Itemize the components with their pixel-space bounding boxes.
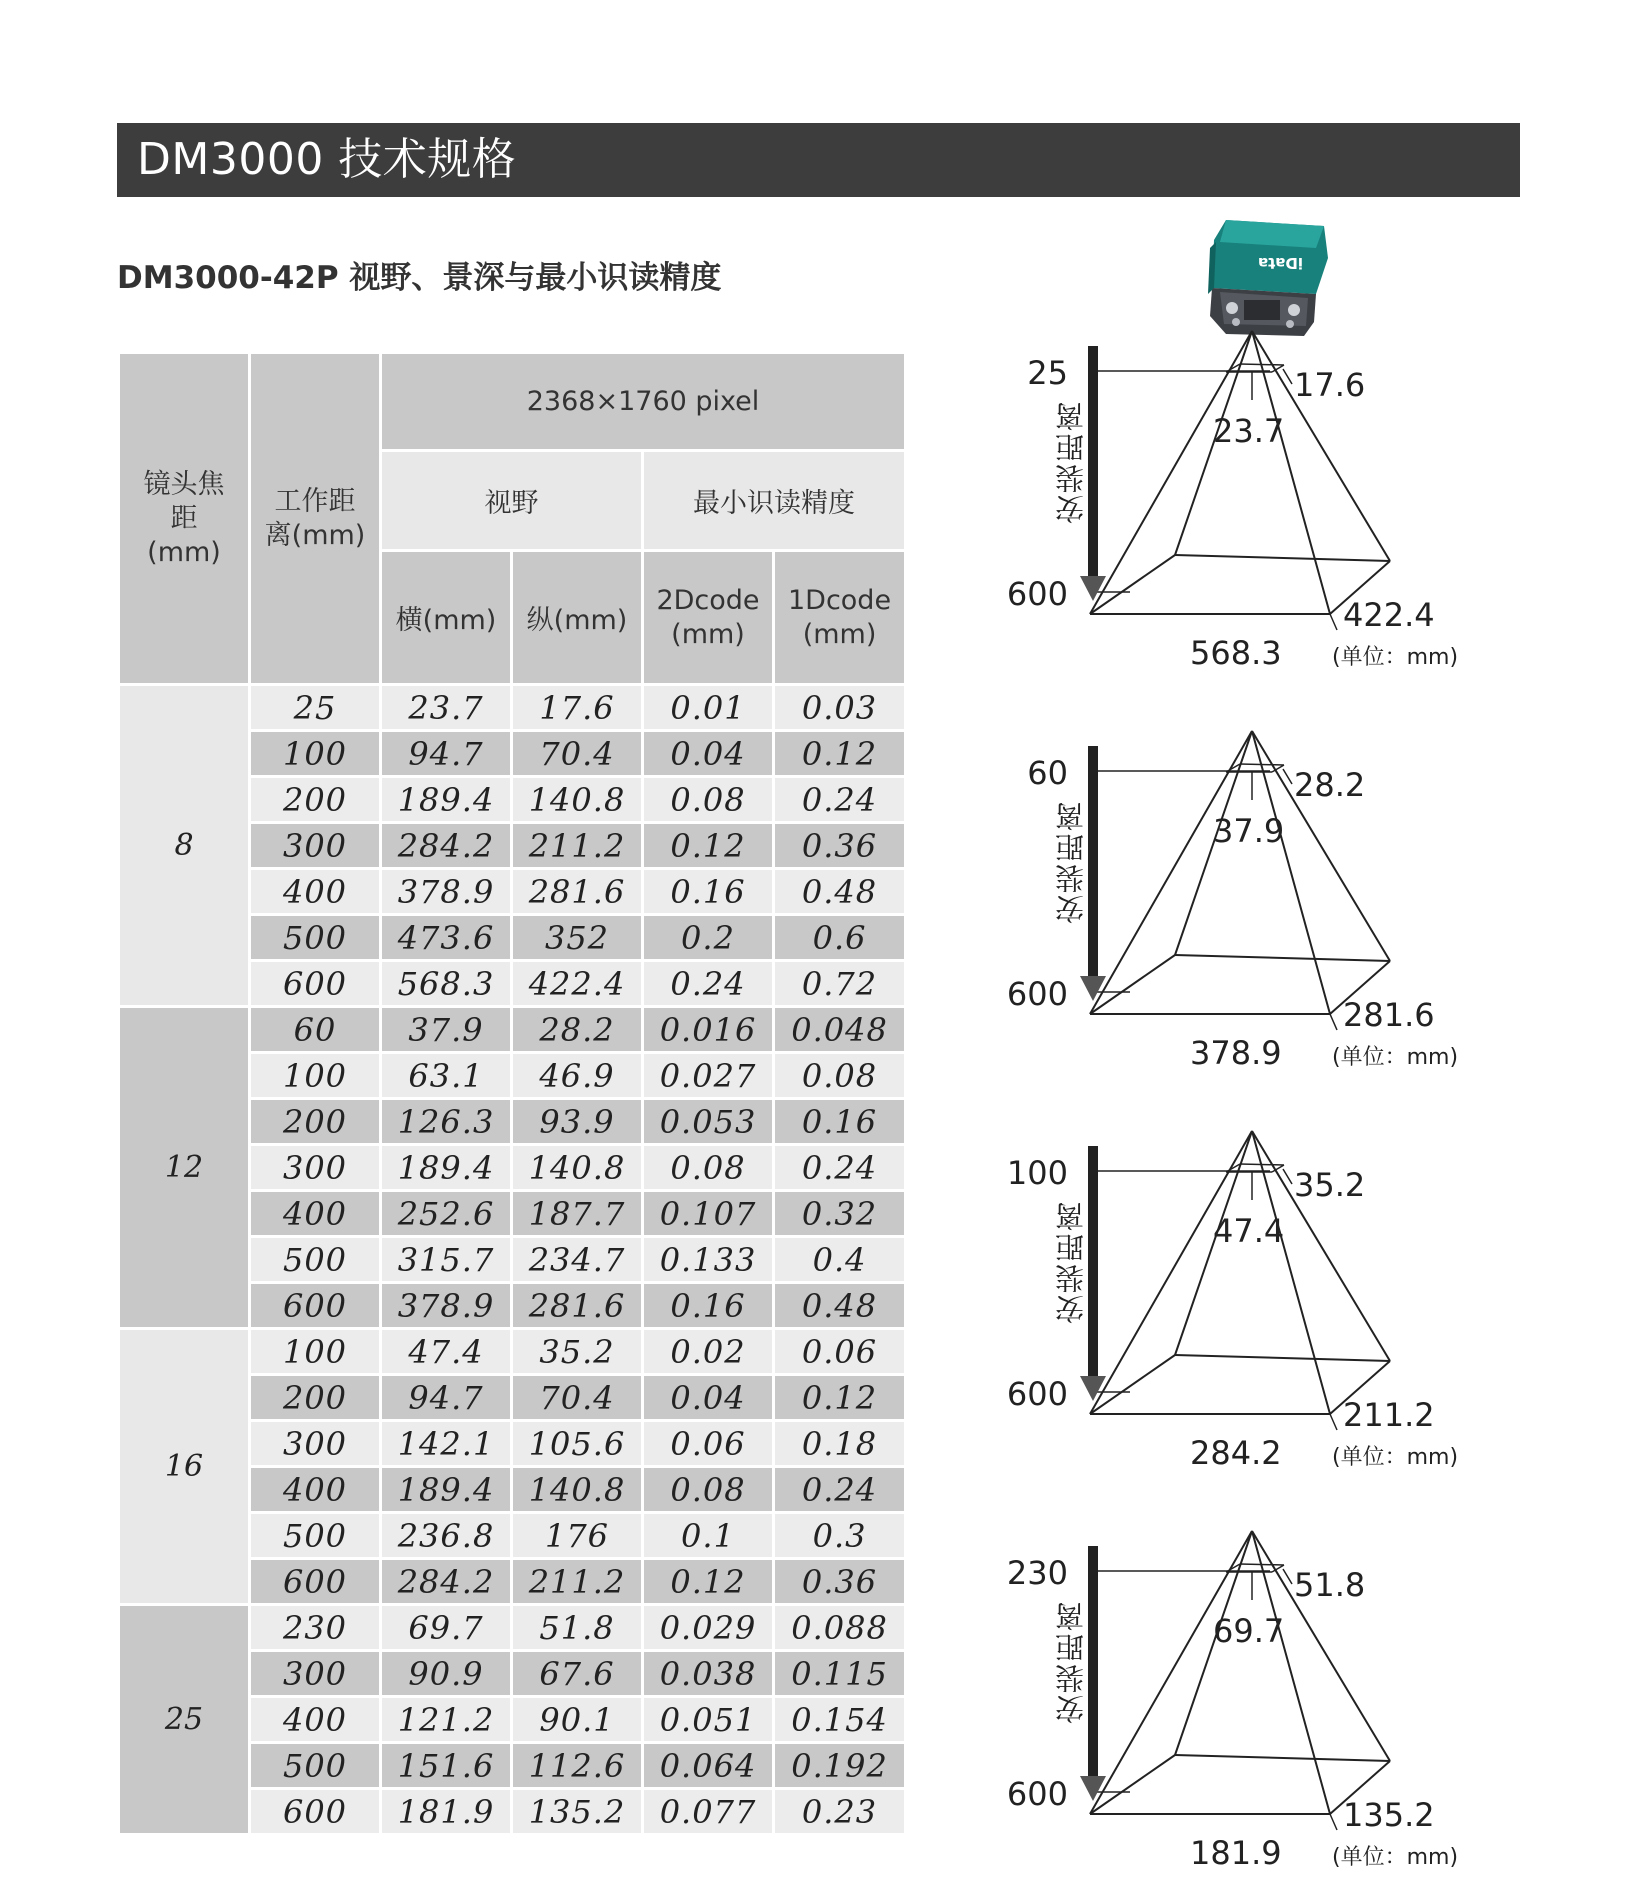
fov-v-cell: 281.6 <box>512 1283 643 1329</box>
near-v-label: 35.2 <box>1294 1166 1366 1204</box>
header-distance <box>250 353 381 685</box>
focal-length-cell: 8 <box>119 685 250 1007</box>
distance-cell: 400 <box>250 1191 381 1237</box>
fov-v-cell: 28.2 <box>512 1007 643 1053</box>
distance-cell: 200 <box>250 1375 381 1421</box>
fov-v-cell: 140.8 <box>512 777 643 823</box>
precision-2d-cell: 0.08 <box>643 1467 774 1513</box>
fov-diagram <box>1000 1518 1480 1881</box>
far-v-label: 211.2 <box>1343 1396 1435 1434</box>
pyramid-edge <box>1090 331 1252 614</box>
distance-cell: 100 <box>250 1329 381 1375</box>
fov-v-cell: 17.6 <box>512 685 643 731</box>
fov-h-cell: 23.7 <box>381 685 512 731</box>
distance-cell: 500 <box>250 1237 381 1283</box>
near-distance-label: 230 <box>1006 1554 1068 1592</box>
near-v-label: 28.2 <box>1294 766 1366 804</box>
pyramid-edge <box>1090 731 1252 1014</box>
precision-1d-cell: 0.12 <box>774 1375 906 1421</box>
fov-h-cell: 90.9 <box>381 1651 512 1697</box>
distance-axis-arrowhead <box>1080 1776 1106 1801</box>
near-h-label: 23.7 <box>1213 412 1285 450</box>
table-row <box>119 1329 906 1375</box>
precision-2d-cell: 0.027 <box>643 1053 774 1099</box>
precision-2d-cell: 0.04 <box>643 731 774 777</box>
fov-h-cell: 94.7 <box>381 731 512 777</box>
header-1d <box>774 551 906 685</box>
fov-h-cell: 284.2 <box>381 1559 512 1605</box>
fov-v-cell: 70.4 <box>512 731 643 777</box>
precision-1d-cell: 0.115 <box>774 1651 906 1697</box>
pyramid-edge <box>1175 555 1390 561</box>
far-h-label: 568.3 <box>1190 634 1282 672</box>
precision-1d-cell: 0.36 <box>774 1559 906 1605</box>
distance-cell: 100 <box>250 1053 381 1099</box>
fov-h-cell: 236.8 <box>381 1513 512 1559</box>
fov-h-cell: 151.6 <box>381 1743 512 1789</box>
fov-v-cell: 211.2 <box>512 823 643 869</box>
precision-1d-cell: 0.6 <box>774 915 906 961</box>
near-plane-edge <box>1240 1564 1284 1565</box>
pyramid-edge <box>1175 955 1390 961</box>
header-distance-line: 离(mm) <box>264 519 366 551</box>
precision-2d-cell: 0.12 <box>643 823 774 869</box>
fov-v-cell: 187.7 <box>512 1191 643 1237</box>
unit-label: (单位：mm) <box>1332 1045 1459 1070</box>
distance-axis-arrowhead <box>1080 1376 1106 1401</box>
unit-label: (单位：mm) <box>1332 645 1459 670</box>
precision-2d-cell: 0.029 <box>643 1605 774 1651</box>
precision-1d-cell: 0.4 <box>774 1237 906 1283</box>
distance-cell: 25 <box>250 685 381 731</box>
fov-v-cell: 211.2 <box>512 1559 643 1605</box>
header-fov: 视野 <box>381 451 643 551</box>
far-h-label: 284.2 <box>1190 1434 1282 1472</box>
precision-1d-cell: 0.32 <box>774 1191 906 1237</box>
precision-2d-cell: 0.01 <box>643 685 774 731</box>
precision-1d-cell: 0.72 <box>774 961 906 1007</box>
fov-h-cell: 284.2 <box>381 823 512 869</box>
distance-cell: 600 <box>250 1559 381 1605</box>
fov-v-cell: 140.8 <box>512 1145 643 1191</box>
far-v-label: 135.2 <box>1343 1796 1435 1834</box>
near-v-leader <box>1283 1169 1292 1184</box>
far-v-leader <box>1330 1414 1337 1430</box>
precision-1d-cell: 0.24 <box>774 1145 906 1191</box>
near-v-leader <box>1283 1569 1292 1584</box>
distance-axis-arrowhead <box>1080 576 1106 601</box>
fov-v-cell: 90.1 <box>512 1697 643 1743</box>
fov-diagram <box>1000 318 1480 698</box>
distance-cell: 230 <box>250 1605 381 1651</box>
far-distance-label: 600 <box>1006 575 1068 613</box>
fov-h-cell: 315.7 <box>381 1237 512 1283</box>
fov-v-cell: 112.6 <box>512 1743 643 1789</box>
precision-1d-cell: 0.03 <box>774 685 906 731</box>
distance-cell: 60 <box>250 1007 381 1053</box>
near-plane-edge <box>1240 1164 1284 1165</box>
precision-1d-cell: 0.18 <box>774 1421 906 1467</box>
fov-h-cell: 473.6 <box>381 915 512 961</box>
focal-length-cell: 12 <box>119 1007 250 1329</box>
fov-h-cell: 568.3 <box>381 961 512 1007</box>
table-row <box>119 685 906 731</box>
header-1d-line: (mm) <box>802 618 877 650</box>
focal-length-cell: 25 <box>119 1605 250 1835</box>
far-v-leader <box>1330 1014 1337 1030</box>
fov-h-cell: 189.4 <box>381 1145 512 1191</box>
distance-cell: 300 <box>250 1651 381 1697</box>
fov-v-cell: 46.9 <box>512 1053 643 1099</box>
precision-2d-cell: 0.038 <box>643 1651 774 1697</box>
precision-2d-cell: 0.016 <box>643 1007 774 1053</box>
fov-h-cell: 37.9 <box>381 1007 512 1053</box>
fov-h-cell: 69.7 <box>381 1605 512 1651</box>
fov-v-cell: 352 <box>512 915 643 961</box>
far-distance-label: 600 <box>1006 1775 1068 1813</box>
far-v-label: 422.4 <box>1343 596 1435 634</box>
far-h-label: 378.9 <box>1190 1034 1282 1072</box>
fov-h-cell: 126.3 <box>381 1099 512 1145</box>
precision-2d-cell: 0.08 <box>643 1145 774 1191</box>
precision-1d-cell: 0.154 <box>774 1697 906 1743</box>
install-distance-label: 安装距离 <box>1054 800 1088 924</box>
header-resolution: 2368×1760 pixel <box>381 353 906 451</box>
precision-2d-cell: 0.06 <box>643 1421 774 1467</box>
precision-1d-cell: 0.12 <box>774 731 906 777</box>
precision-1d-cell: 0.08 <box>774 1053 906 1099</box>
distance-axis-arrowhead <box>1080 976 1106 1001</box>
fov-h-cell: 121.2 <box>381 1697 512 1743</box>
fov-h-cell: 63.1 <box>381 1053 512 1099</box>
near-distance-label: 100 <box>1006 1154 1068 1192</box>
header-2d-line: 2Dcode <box>656 584 760 616</box>
near-h-label: 37.9 <box>1213 812 1285 850</box>
header-h: 横(mm) <box>381 551 512 685</box>
precision-2d-cell: 0.107 <box>643 1191 774 1237</box>
distance-cell: 300 <box>250 1421 381 1467</box>
page-title: DM3000 技术规格 <box>137 134 517 185</box>
near-h-label: 47.4 <box>1213 1212 1285 1250</box>
precision-2d-cell: 0.2 <box>643 915 774 961</box>
pyramid-edge <box>1090 1531 1252 1814</box>
fov-diagram <box>1000 1118 1480 1498</box>
distance-cell: 500 <box>250 915 381 961</box>
fov-v-cell: 176 <box>512 1513 643 1559</box>
fov-v-cell: 140.8 <box>512 1467 643 1513</box>
precision-2d-cell: 0.16 <box>643 869 774 915</box>
distance-cell: 200 <box>250 1099 381 1145</box>
distance-cell: 300 <box>250 1145 381 1191</box>
far-v-leader <box>1330 614 1337 630</box>
distance-cell: 400 <box>250 869 381 915</box>
fov-h-cell: 47.4 <box>381 1329 512 1375</box>
distance-cell: 100 <box>250 731 381 777</box>
pyramid-edge <box>1090 955 1175 1014</box>
near-distance-label: 60 <box>1027 754 1068 792</box>
fov-v-cell: 93.9 <box>512 1099 643 1145</box>
focal-length-cell: 16 <box>119 1329 250 1605</box>
header-focal <box>119 353 250 685</box>
header-precision: 最小识读精度 <box>643 451 906 551</box>
fov-v-cell: 67.6 <box>512 1651 643 1697</box>
page-title-bar <box>117 123 1520 197</box>
precision-2d-cell: 0.133 <box>643 1237 774 1283</box>
far-distance-label: 600 <box>1006 975 1068 1013</box>
distance-cell: 300 <box>250 823 381 869</box>
near-v-leader <box>1283 369 1292 384</box>
fov-v-cell: 422.4 <box>512 961 643 1007</box>
distance-cell: 400 <box>250 1697 381 1743</box>
precision-1d-cell: 0.24 <box>774 777 906 823</box>
spec-table-body <box>119 685 906 1835</box>
header-focal-line: 距 <box>170 502 198 534</box>
fov-h-cell: 252.6 <box>381 1191 512 1237</box>
precision-1d-cell: 0.048 <box>774 1007 906 1053</box>
fov-h-cell: 142.1 <box>381 1421 512 1467</box>
precision-1d-cell: 0.06 <box>774 1329 906 1375</box>
header-focal-line: (mm) <box>147 536 221 568</box>
precision-1d-cell: 0.36 <box>774 823 906 869</box>
precision-1d-cell: 0.48 <box>774 1283 906 1329</box>
distance-cell: 500 <box>250 1513 381 1559</box>
camera-logo: iData <box>1258 254 1304 272</box>
fov-h-cell: 189.4 <box>381 777 512 823</box>
distance-cell: 600 <box>250 961 381 1007</box>
distance-cell: 600 <box>250 1789 381 1835</box>
spec-table <box>117 351 907 1836</box>
fov-h-cell: 181.9 <box>381 1789 512 1835</box>
near-v-label: 17.6 <box>1294 366 1366 404</box>
near-h-label: 69.7 <box>1213 1612 1285 1650</box>
table-row <box>119 1007 906 1053</box>
header-focal-line: 镜头焦 <box>143 468 225 500</box>
precision-1d-cell: 0.3 <box>774 1513 906 1559</box>
install-distance-label: 安装距离 <box>1054 400 1088 524</box>
fov-v-cell: 70.4 <box>512 1375 643 1421</box>
unit-label: (单位：mm) <box>1332 1845 1459 1870</box>
fov-v-cell: 281.6 <box>512 869 643 915</box>
pyramid-edge <box>1175 1755 1390 1761</box>
pyramid-edge <box>1090 1131 1252 1414</box>
distance-cell: 400 <box>250 1467 381 1513</box>
near-plane-edge <box>1240 764 1284 765</box>
far-v-label: 281.6 <box>1343 996 1435 1034</box>
precision-2d-cell: 0.08 <box>643 777 774 823</box>
far-v-leader <box>1330 1814 1337 1830</box>
distance-cell: 600 <box>250 1283 381 1329</box>
pyramid-edge <box>1090 1355 1175 1414</box>
precision-2d-cell: 0.16 <box>643 1283 774 1329</box>
section-subtitle: DM3000-42P 视野、景深与最小识读精度 <box>117 260 722 296</box>
precision-2d-cell: 0.24 <box>643 961 774 1007</box>
header-2d <box>643 551 774 685</box>
precision-2d-cell: 0.077 <box>643 1789 774 1835</box>
pyramid-edge <box>1090 555 1175 614</box>
near-v-label: 51.8 <box>1294 1566 1366 1604</box>
header-distance-line: 工作距 <box>274 485 356 517</box>
precision-1d-cell: 0.088 <box>774 1605 906 1651</box>
fov-v-cell: 35.2 <box>512 1329 643 1375</box>
fov-v-cell: 234.7 <box>512 1237 643 1283</box>
unit-label: (单位：mm) <box>1332 1445 1459 1470</box>
precision-1d-cell: 0.192 <box>774 1743 906 1789</box>
table-row <box>119 1605 906 1651</box>
near-plane-edge <box>1240 364 1284 365</box>
fov-h-cell: 94.7 <box>381 1375 512 1421</box>
header-1d-line: 1Dcode <box>787 584 892 616</box>
precision-1d-cell: 0.24 <box>774 1467 906 1513</box>
precision-2d-cell: 0.02 <box>643 1329 774 1375</box>
precision-1d-cell: 0.48 <box>774 869 906 915</box>
header-2d-line: (mm) <box>671 618 745 650</box>
pyramid-edge <box>1090 1755 1175 1814</box>
precision-1d-cell: 0.16 <box>774 1099 906 1145</box>
distance-cell: 500 <box>250 1743 381 1789</box>
fov-h-cell: 378.9 <box>381 869 512 915</box>
fov-v-cell: 51.8 <box>512 1605 643 1651</box>
fov-diagram <box>1000 718 1480 1098</box>
far-distance-label: 600 <box>1006 1375 1068 1413</box>
install-distance-label: 安装距离 <box>1054 1600 1088 1724</box>
precision-2d-cell: 0.04 <box>643 1375 774 1421</box>
pyramid-edge <box>1175 1355 1390 1361</box>
precision-1d-cell: 0.23 <box>774 1789 906 1835</box>
precision-2d-cell: 0.064 <box>643 1743 774 1789</box>
fov-v-cell: 135.2 <box>512 1789 643 1835</box>
precision-2d-cell: 0.1 <box>643 1513 774 1559</box>
fov-v-cell: 105.6 <box>512 1421 643 1467</box>
precision-2d-cell: 0.051 <box>643 1697 774 1743</box>
fov-h-cell: 378.9 <box>381 1283 512 1329</box>
precision-2d-cell: 0.12 <box>643 1559 774 1605</box>
install-distance-label: 安装距离 <box>1054 1200 1088 1324</box>
distance-cell: 200 <box>250 777 381 823</box>
near-v-leader <box>1283 769 1292 784</box>
precision-2d-cell: 0.053 <box>643 1099 774 1145</box>
header-v: 纵(mm) <box>512 551 643 685</box>
far-h-label: 181.9 <box>1190 1834 1282 1872</box>
near-distance-label: 25 <box>1027 354 1068 392</box>
fov-h-cell: 189.4 <box>381 1467 512 1513</box>
